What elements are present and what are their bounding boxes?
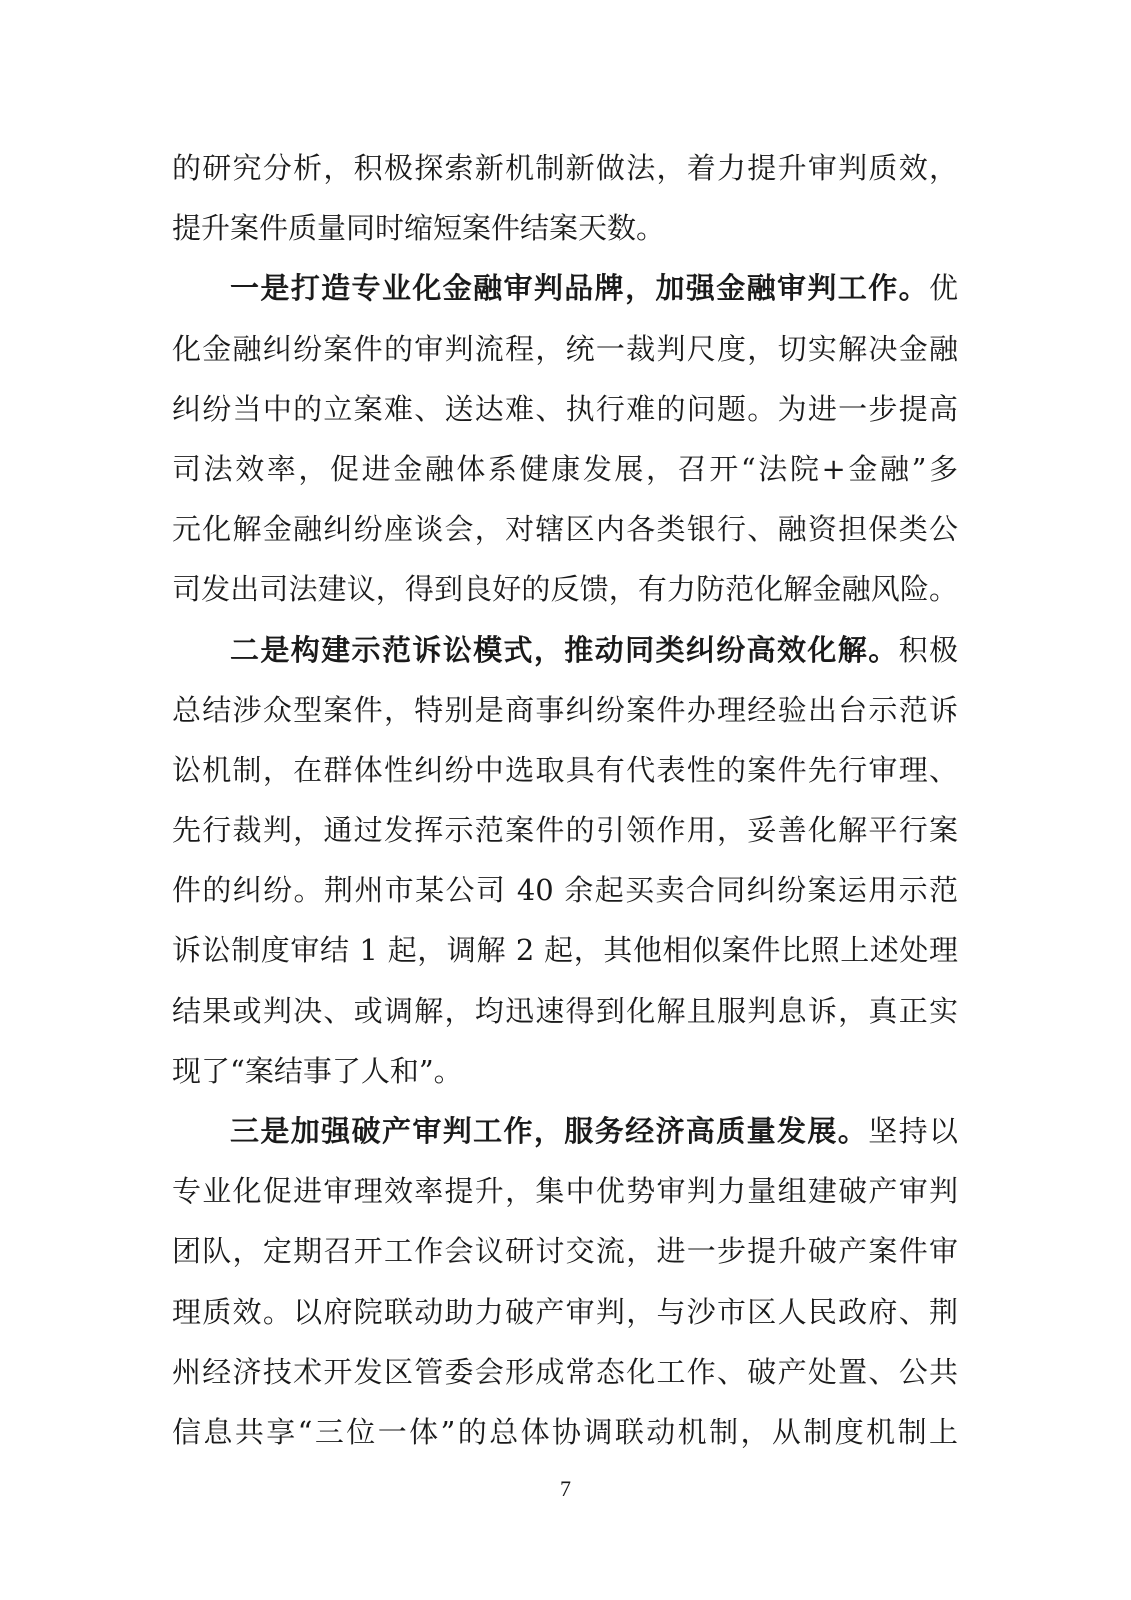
paragraph-heading: 二是构建示范诉讼模式，推动同类纠纷高效化解。 (230, 632, 899, 667)
page-number: 7 (560, 1476, 571, 1501)
text-line: 化金融纠纷案件的审判流程，统一裁判尺度，切实解决金融 (172, 331, 958, 366)
text-line (172, 1101, 958, 1161)
text-line (172, 258, 958, 318)
text-span: 坚持以 (868, 1114, 958, 1148)
text-line: 讼机制，在群体性纠纷中选取具有代表性的案件先行审理、 (172, 752, 958, 787)
text-line: 件的纠纷。荆州市某公司 40 余起买卖合同纠纷案运用示范 (172, 873, 958, 908)
text-line: 诉讼制度审结 1 起，调解 2 起，其他相似案件比照上述处理 (172, 933, 958, 968)
paragraph-heading: 一是打造专业化金融审判品牌，加强金融审判工作。 (230, 271, 929, 306)
paragraph-bankruptcy-trial (172, 1101, 958, 1462)
text-span: 积极 (898, 632, 958, 667)
paragraph-demonstration-litigation (172, 620, 958, 1102)
text-line: 的研究分析，积极探索新机制新做法，着力提升审判质效， (172, 151, 958, 185)
text-line: 团队，定期召开工作会议研讨交流，进一步提升破产案件审 (172, 1234, 958, 1269)
text-line: 信息共享“三位一体”的总体协调联动机制，从制度机制上 (172, 1414, 958, 1449)
text-line: 理质效。以府院联动助力破产审判，与沙市区人民政府、荆 (172, 1294, 958, 1329)
text-line: 司法效率，促进金融体系健康发展，召开“法院+金融”多 (172, 451, 958, 486)
text-line (172, 620, 958, 680)
document-body (172, 138, 958, 1462)
text-line: 现了“案结事了人和”。 (172, 1053, 463, 1088)
text-line: 纠纷当中的立案难、送达难、执行难的问题。为进一步提高 (172, 391, 958, 426)
paragraph-financial-trial (172, 258, 958, 619)
text-line: 结果或判决、或调解，均迅速得到化解且服判息诉，真正实 (172, 993, 958, 1028)
text-line: 专业化促进审理效率提升，集中优势审判力量组建破产审判 (172, 1174, 958, 1209)
text-line: 州经济技术开发区管委会形成常态化工作、破产处置、公共 (172, 1354, 958, 1389)
text-line: 先行裁判，通过发挥示范案件的引领作用，妥善化解平行案 (172, 813, 958, 848)
paragraph-intro (172, 138, 958, 258)
paragraph-heading: 三是加强破产审判工作，服务经济高质量发展。 (230, 1114, 869, 1148)
text-line: 司发出司法建议，得到良好的反馈，有力防范化解金融风险。 (172, 572, 958, 607)
text-line: 提升案件质量同时缩短案件结案天数。 (172, 211, 666, 246)
text-line: 总结涉众型案件，特别是商事纠纷案件办理经验出台示范诉 (172, 692, 958, 727)
text-span: 优 (928, 271, 958, 306)
text-line: 元化解金融纠纷座谈会，对辖区内各类银行、融资担保类公 (172, 512, 958, 547)
